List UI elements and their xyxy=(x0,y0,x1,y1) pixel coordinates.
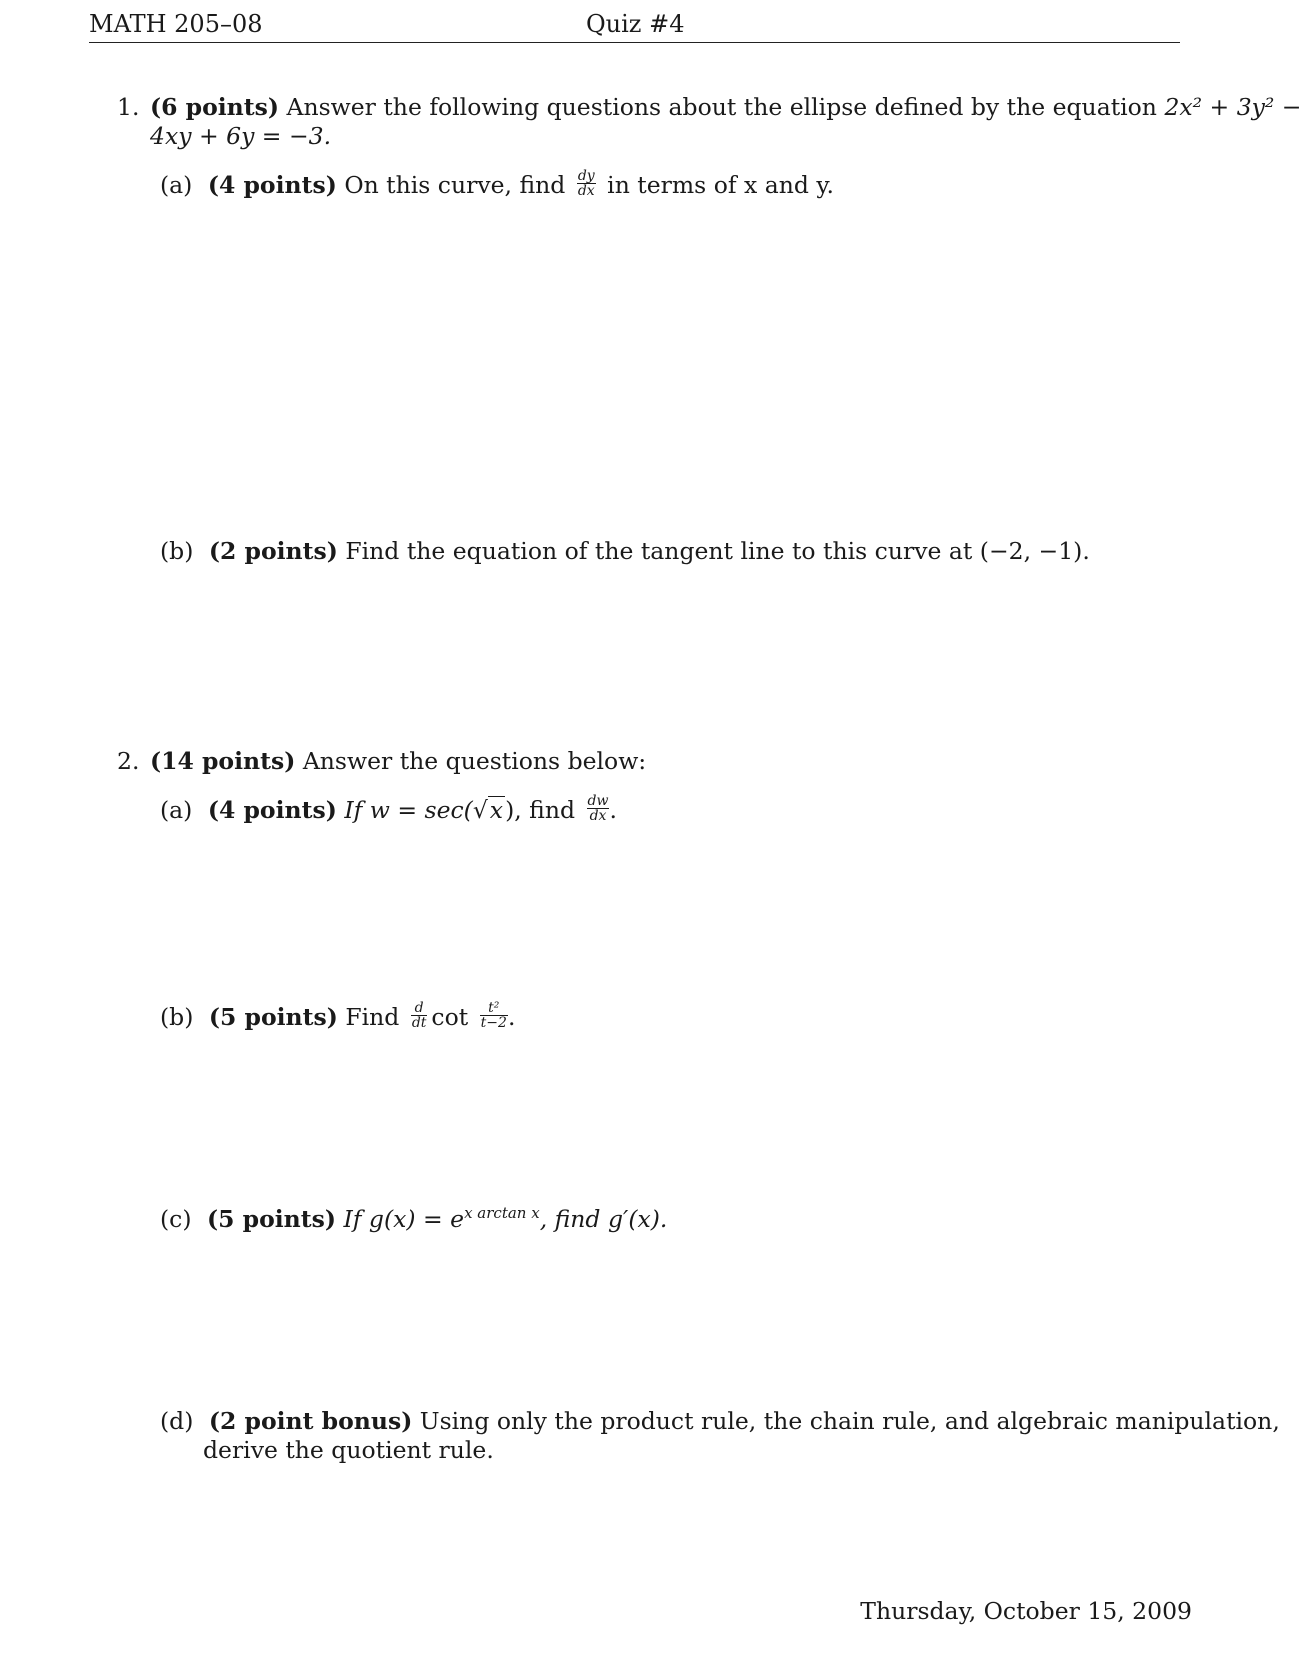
question-2a-text-mid: ), find xyxy=(505,796,576,824)
course-code: MATH 205–08 xyxy=(89,10,263,38)
t-squared-fraction: $\frac{\text{t²}}{t-2}$ xyxy=(480,1000,507,1031)
question-2d xyxy=(160,1406,1280,1436)
question-2a-label: (a) xyxy=(160,796,193,824)
question-2b-text: Find xyxy=(345,1003,400,1031)
question-2c-text: If g(x) = e xyxy=(343,1205,465,1233)
question-2-prompt xyxy=(150,746,646,776)
header-rule xyxy=(89,42,1180,43)
question-2d-text-cont: derive the quotient rule. xyxy=(203,1436,494,1464)
question-2b-label: (b) xyxy=(160,1003,194,1031)
question-2d-points: (2 point bonus) xyxy=(208,1407,413,1435)
question-1b-points: (2 points) xyxy=(208,537,338,565)
question-2-number: 2. xyxy=(117,747,140,775)
question-2-points: (14 points) xyxy=(150,747,296,775)
question-2a-text: If w = sec( xyxy=(344,796,473,824)
question-2d-text: Using only the product rule, the chain rule, and algebraic manipulation, xyxy=(419,1407,1280,1435)
question-2c-exponent: x arctan x xyxy=(464,1204,540,1222)
sqrt-icon: √ xyxy=(472,796,488,824)
question-1-prompt xyxy=(150,92,1302,122)
question-1-text: Answer the following questions about the ellipse defined by the equation xyxy=(286,93,1157,121)
question-2c xyxy=(160,1204,667,1234)
dw-dx-fraction: $\frac{dw}{dx}$ xyxy=(587,793,609,824)
question-2c-label: (c) xyxy=(160,1205,192,1233)
question-2-text: Answer the questions below: xyxy=(302,747,647,775)
question-2a-text-after: . xyxy=(609,796,617,824)
question-2b-text-after: . xyxy=(507,1003,516,1031)
question-1a-text: On this curve, find xyxy=(344,171,566,199)
question-1-points: (6 points) xyxy=(150,93,279,121)
quiz-title: Quiz #4 xyxy=(586,10,685,38)
question-1a-points: (4 points) xyxy=(207,171,337,199)
question-1b-label: (b) xyxy=(160,537,194,565)
question-1-equation: 2x² + 3y² − xyxy=(1164,93,1302,121)
question-2c-text-after: , find g′(x). xyxy=(539,1205,668,1233)
quiz-date: Thursday, October 15, 2009 xyxy=(860,1597,1192,1625)
question-2d-label: (d) xyxy=(160,1407,194,1435)
dy-dx-fraction: $\frac{dy}{dx}$ xyxy=(577,168,595,199)
question-1-equation-cont: 4xy + 6y = −3. xyxy=(150,122,332,150)
question-1a-text-after: in terms of x and y. xyxy=(607,171,835,199)
question-2c-points: (5 points) xyxy=(206,1205,336,1233)
question-2b-points: (5 points) xyxy=(208,1003,338,1031)
question-2a xyxy=(160,795,617,826)
sqrt-argument: x xyxy=(489,796,504,824)
d-dt-fraction: $\frac{d}{dt}$ xyxy=(411,1000,427,1031)
question-1a-label: (a) xyxy=(160,171,193,199)
question-1b xyxy=(160,536,1090,566)
question-1b-text: Find the equation of the tangent line to this curve at (−2, −1). xyxy=(345,537,1090,565)
question-2a-points: (4 points) xyxy=(207,796,337,824)
question-1-number: 1. xyxy=(117,93,140,121)
cot-function: cot xyxy=(431,1003,469,1031)
question-1a xyxy=(160,170,834,201)
question-2b xyxy=(160,1002,515,1033)
